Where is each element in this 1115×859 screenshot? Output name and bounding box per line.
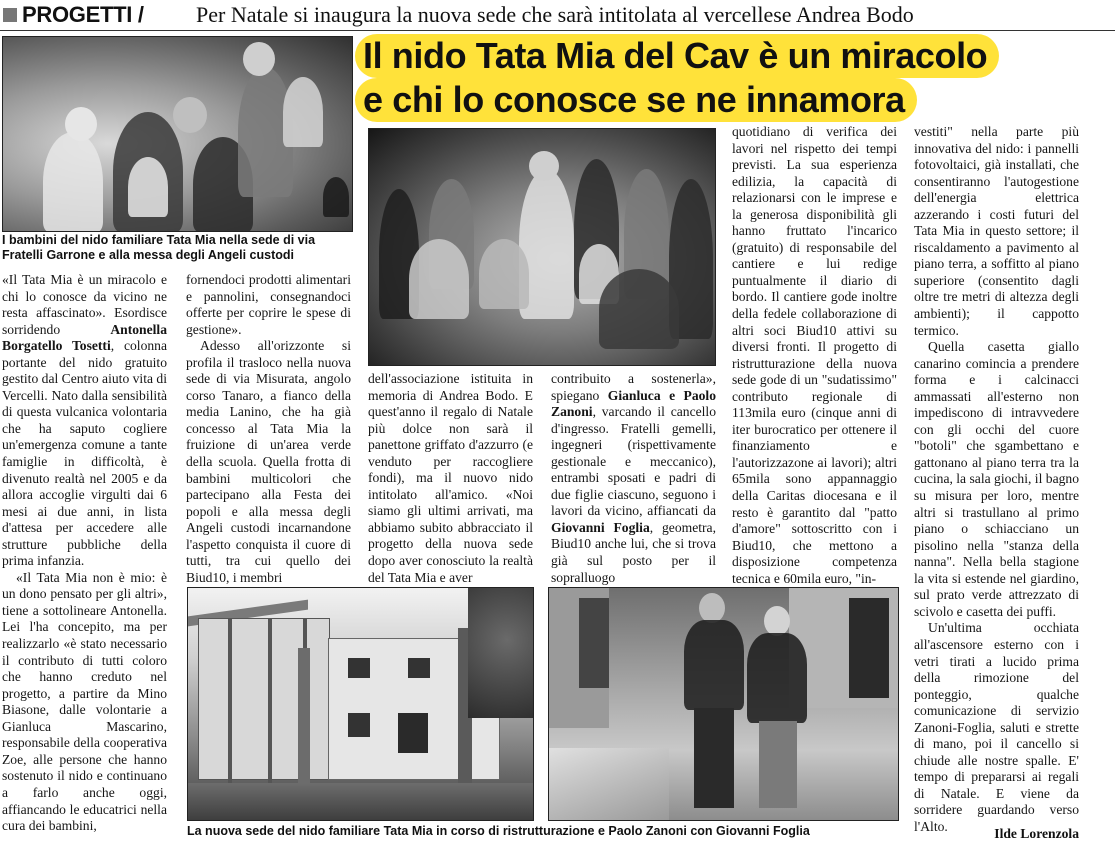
paragraph-text: Adesso all'orizzonte si profila il trasloco nella nuova sede di via Misurata, angolo corso Tanaro, a fianco della media Lanino, che ha già concesso al Tata Mia la fruizione di un'area verde della scuola. Quella frotta di bambini multicolori che partecipano alla Festa dei popoli e alla messa degli Angeli custodi incarnandone l'aspetto conquista il cuore di tutti, tra cui quello dei Biud10, i membri bbox=[186, 338, 351, 585]
photo-zanoni-foglia bbox=[548, 587, 899, 821]
person-name: Giovanni Foglia bbox=[551, 519, 650, 535]
headline-line-1: Il nido Tata Mia del Cav è un miracolo bbox=[355, 34, 999, 78]
paragraph-text: dell'associazione istituita in memoria di Andrea Bodo. E quest'anno il regalo di Natale più dolce non sarà il panettone griffato d'azzurro (e venduto per raccogliere fondi), ma il nuovo nido intitolato all'amico. «Noi siamo gli ultimi arrivati, ma abbiamo subito abbracciato il progetto della nuova sede dopo aver conosciuto la realtà del Tata Mia e aver bbox=[368, 371, 533, 585]
article-column-4 bbox=[551, 371, 716, 586]
headline-line-2: e chi lo conosce se ne innamora bbox=[355, 78, 917, 122]
article-column-5 bbox=[732, 124, 897, 587]
person-name: Antonella Borgatello Tosetti bbox=[2, 321, 167, 354]
article-column-2 bbox=[186, 272, 351, 586]
person-name: Gianluca e Paolo Zanoni bbox=[551, 387, 716, 420]
paragraph-text: Un'ultima occhiata all'ascensore esterno con i vetri tirati a lucido prima della rimozione del ponteggio, qualche comunicazione di servizio Zanoni-Foglia, saluti e strette di mano, poi il cancello si chiude alle nostre spalle. E' tempo di prepararsi ai regali di Natale. E viene da sorridere guardando verso l'Alto. bbox=[914, 620, 1079, 834]
photo-children-nursery bbox=[2, 36, 353, 232]
section-header bbox=[0, 0, 1115, 31]
paragraph-text: , colonna portante del nido gratuito gestito dal Centro aiuto vita di Vercelli. Nato dalla sensibilità di questa vulcanica volontaria che ha saputo cogliere un'emergenza comune a tante famiglie in difficoltà, è divenuto realtà nel 2005 e da allora accoglie virgulti dai 6 mesi ai due anni, in lista d'attesa per accedere alle strutture pubbliche della prima infanzia. bbox=[2, 338, 167, 569]
paragraph-text: «Il Tata Mia è un miracolo e chi lo conosce da vicino ne resta affascinato». Esordisce sorridendo bbox=[2, 272, 167, 337]
paragraph-text: «Il Tata Mia non è mio: è un dono pensato per gli altri», tiene a sottolineare Antonella. Lei l'ha concepito, ma per realizzarlo «è stato necessario il contributo di tutti coloro che hanno creduto nel progetto, a partire da Mino Biasone, dalle volontarie a Gianluca Mascarino, responsabile della cooperativa Zoe, alle persone che hanno sostenuto il nido e continuano a farlo anche oggi, affiancando le educatrici nella cura dei bambini, bbox=[2, 569, 167, 834]
headline bbox=[355, 32, 1095, 124]
section-square-icon bbox=[3, 8, 17, 22]
section-label: PROGETTI / bbox=[22, 2, 144, 27]
paragraph-text: contribuito a sostenerla», spiegano bbox=[551, 371, 716, 403]
paragraph-text: quotidiano di verifica dei lavori nel rispetto dei tempi previsti. La sua esperienza edilizia, la capacità di relazionarsi con le imprese e la generosa disponibilità gli hanno fruttato l'incarico (gratuito) di responsabile del cantiere e lui redige puntualmente il diario di bordo. Il cantiere gode inoltre della fedele collaborazione di altri soci Biud10 attivi su diversi fronti. Il progetto di ristrutturazione della nuova sede gode di un "sudatissimo" contributo regionale di 113mila euro (cinque anni di iter burocratico per ottenere il finanziamento e l'autorizzazone ai lavori); altri 65mila sono appannaggio della Caritas diocesana e il resto è garantito dal "patto d'amore" sottoscritto con i Biud10, che mettono a disposizione competenza tecnica e 60mila euro, "in- bbox=[732, 124, 897, 586]
paragraph-text: , varcando il cancello d'ingresso. Fratelli gemelli, ingegneri (rispettivamente gestionale e meccanico), entrambi sposati e padri di due figlie ciascuno, seguono i lavori da vicino, affiancati da bbox=[551, 404, 716, 519]
photo-building-renovation bbox=[187, 587, 534, 821]
photo-caption-top: I bambini del nido familiare Tata Mia nella sede di via Fratelli Garrone e alla messa degli Angeli custodi bbox=[2, 233, 316, 262]
author-signature: Ilde Lorenzola bbox=[994, 826, 1079, 841]
paragraph-text: fornendoci prodotti alimentari e pannolini, consegnandoci offerte per coprire le spese di gestione». bbox=[186, 272, 351, 337]
photo-mass-guardian-angels bbox=[368, 128, 716, 366]
article-column-6 bbox=[914, 124, 1079, 836]
article-column-1 bbox=[2, 272, 167, 835]
photo-caption-bottom: La nuova sede del nido familiare Tata Mia in corso di ristrutturazione e Paolo Zanoni con Giovanni Foglia bbox=[187, 824, 810, 838]
paragraph-text: Quella casetta giallo canarino comincia a prendere forma e i calcinacci ammassati all'esterno non impediscono di intravvedere con gli occhi del cuore "botoli" che sgambettano e gattonano al piano terra tra la cucina, la sala giochi, il bagno su misura per loro, mentre altri si trastullano al primo piano o schiacciano un pisolino nella "stanza della nanna". Nella bella stagione la vita si estende nel giardino, sul prato verde attrezzato di scivolo e casetta dei puffi. bbox=[914, 339, 1079, 619]
article-column-3 bbox=[368, 371, 533, 586]
paragraph-text: , geometra, Biud10 anche lui, che si trova già sul posto per il sopralluogo bbox=[551, 519, 716, 585]
section-subtitle: Per Natale si inaugura la nuova sede che sarà intitolata al vercellese Andrea Bodo bbox=[196, 2, 914, 27]
paragraph-text: vestiti" nella parte più innovativa del nido: i pannelli fotovoltaici, già installati, che consentiranno l'autogestione dell'energia elettrica azzerando i costi futuri del Tata Mia in questo settore; il riscaldamento a pavimento al piano terra, a soffitto al piano superiore (consentito dagli oltre tre metri di altezza degli ambienti); il cappotto termico. bbox=[914, 124, 1079, 338]
